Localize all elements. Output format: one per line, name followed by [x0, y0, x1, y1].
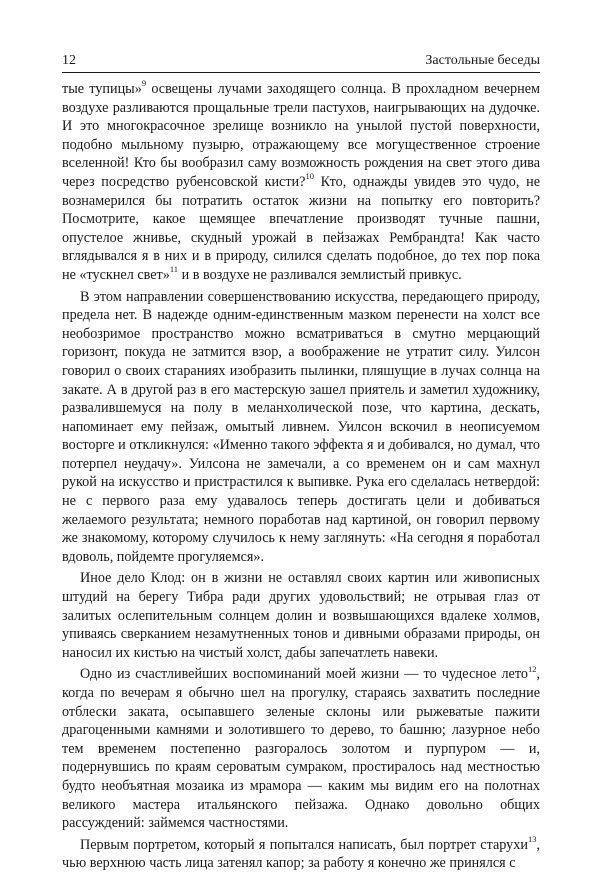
footnote-ref: 10 [305, 171, 314, 182]
text-run: и в воздухе не разливался землистый привкус. [178, 266, 462, 283]
text-run: Первым портретом, который я попытался написать, был портрет старухи [80, 836, 528, 853]
text-run: тые тупицы» [62, 81, 142, 97]
footnote-ref: 11 [169, 264, 179, 275]
page-number: 12 [62, 53, 76, 68]
header-rule [62, 72, 540, 73]
text-run: Иное дело Клод: он в жизни не оставлял своих картин или живописных штудий на берегу Тибра ради других удовольствий; не отрывая глаз от залитых ослепительным солнцем долин и возвышающихся вдалеке холмов, упиваясь сверканием незамутненных тонов и дивными образами природы, он наносил их кистью на чистый холст, дабы запечатлеть навеки. [62, 570, 540, 661]
footnote-ref: 9 [141, 78, 147, 89]
footnote-ref: 13 [527, 834, 537, 845]
body-text [62, 80, 540, 873]
text-run: , чью верхнюю часть лица затенял капор; за работу я конечно же принялся с [62, 836, 540, 872]
text-run: освещены лучами заходящего солнца. В прохладном вечернем воздухе разливаются прощальные трели пастухов, наигрывающих на дудочке. И это многокрасочное зрелище возникло на унылой пустой поверхности, подобно мыльному пузырю, отражающему все могущественное строение вселенной! Кто бы вообразил саму возможность рождения на свет этого дива через посредство рубенсовской кисти? [62, 81, 540, 190]
text-run: , когда по вечерам я обычно шел на прогулку, стараясь захватить последние отблески заката, осыпавшего зеленые склоны или рыжеватые пажити драгоценными камнями и золотившего то дерево, то башню; лазурное небо тем временем постепенно разгоралось золотом и пурпуром — и, подернувшись по краям сероватым сумраком, простиралось над местностью будто необъятная мозаика из мрамора — каким мы видим его на полотнах великого мастера итальянского пейзажа. Однако довольно общих рассуждений: займемся частностями. [62, 666, 540, 832]
text-run: Одно из счастливейших воспоминаний моей жизни — то чудесное лето [80, 666, 528, 683]
running-head [62, 52, 540, 70]
text-run: В этом направлении совершенствованию искусства, передающего природу, предела нет. В надежде одним-единственным мазком перенести на холст все необозримое пространство можно всматриваться в смутно мерцающий горизонт, покуда не затмится взор, а воображение не утратит силу. Уилсон говорил о своих стараниях изобразить пылинки, пляшущие в лучах солнца на закате. А в другой раз в его мастерскую зашел приятель и заметил художнику, развалившемуся на полу в меланхолической позе, что картина, дескать, напоминает ему пейзаж, омытый ливнем. Уилсон вскочил в неописуемом восторге и откликнулся: «Именно такого эффекта я и добивался, но думал, что потерпел неудачу». Уилсона не замечали, а со временем он и сам махнул рукой на искусство и пристрастился к выпивке. Рука его сделалась нетвердой: не с первого раза ему удавалось теперь достигать цели и добиваться желаемого результата; немного поработав над картиной, он говорил первому же знакомому, которому случилось к нему заглянуть: «На сегодня я поработал вдоволь, пойдемте прогуляемся». [62, 288, 540, 565]
paragraph [62, 80, 540, 285]
text-run: Кто, однажды увидев это чудо, не вознамерился бы потратить остаток жизни на попытку его повторить? Посмотрите, какое щемящее впечатление производят тучные пашни, опустелое жнивье, скудный урожай в пейзажах Рембрандта! Как часто вглядывался я в них и в природу, силился сделать подобное, до тех пор пока не «тускнел свет» [62, 173, 540, 283]
running-title: Застольные беседы [425, 53, 540, 68]
paragraph [62, 288, 540, 567]
paragraph [62, 836, 540, 873]
footnote-ref: 12 [527, 663, 537, 674]
paragraph [62, 665, 540, 832]
paragraph [62, 569, 540, 662]
